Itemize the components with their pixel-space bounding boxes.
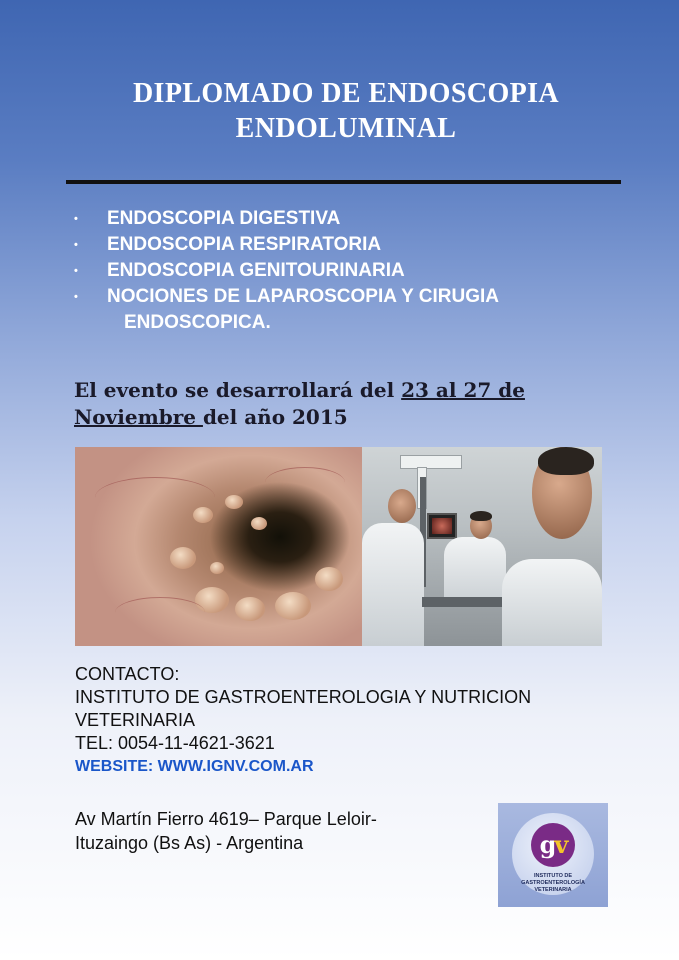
address-block [75, 807, 475, 855]
bullet-icon: • [74, 291, 78, 303]
topic-item [70, 284, 630, 336]
topic-item [70, 232, 630, 258]
event-dates: 23 al 27 de [401, 378, 525, 402]
institute-name-line-1: INSTITUTO DE GASTROENTEROLOGIA Y NUTRICION [75, 687, 532, 707]
topic-text: ENDOSCOPIA GENITOURINARIA [107, 260, 405, 281]
topic-text: ENDOSCOPIA DIGESTIVA [107, 208, 341, 229]
topic-item [70, 258, 630, 284]
contact-heading: CONTACTO: [75, 664, 180, 684]
logo-mark-icon [531, 823, 575, 867]
event-intro: El evento se desarrollará del [74, 378, 402, 402]
topic-list [70, 206, 630, 336]
bullet-icon: • [74, 239, 78, 251]
title-line-1: DIPLOMADO DE ENDOSCOPIA [132, 78, 560, 109]
bullet-icon: • [74, 265, 78, 277]
training-room-image [362, 447, 602, 646]
title-line-2: ENDOLUMINAL [235, 113, 457, 144]
bullet-icon: • [74, 213, 78, 225]
topic-text: ENDOSCOPIA RESPIRATORIA [107, 234, 382, 255]
poster-title [40, 76, 652, 146]
topic-item [70, 206, 630, 232]
institute-name-line-2: VETERINARIA [75, 710, 196, 730]
phone-number: TEL: 0054-11-4621-3621 [75, 733, 275, 753]
logo-text-line-2: GASTROENTEROLOGÍA [521, 880, 585, 886]
event-month: Noviembre [74, 405, 203, 429]
logo-mark-v: v [554, 830, 567, 859]
logo-text-line-3: VETERINARIA [534, 887, 572, 893]
title-divider [66, 180, 621, 184]
endoscopy-image [75, 447, 362, 646]
event-year: del año 2015 [202, 405, 348, 429]
topic-text: NOCIONES DE LAPAROSCOPIA Y CIRUGIA [107, 286, 500, 307]
address-line-1: Av Martín Fierro 4619– Parque Leloir- [75, 809, 377, 829]
photo-strip [75, 447, 602, 646]
contact-block [75, 663, 635, 778]
logo-mark-g: g [539, 830, 555, 859]
event-dates-text [74, 377, 634, 431]
logo-text-line-1: INSTITUTO DE [533, 873, 573, 879]
address-line-2: Ituzaingo (Bs As) - Argentina [75, 833, 304, 853]
website-link[interactable]: WEBSITE: WWW.IGNV.COM.AR [75, 758, 314, 775]
topic-text-continuation: ENDOSCOPICA. [124, 312, 271, 333]
institute-logo [498, 803, 608, 907]
